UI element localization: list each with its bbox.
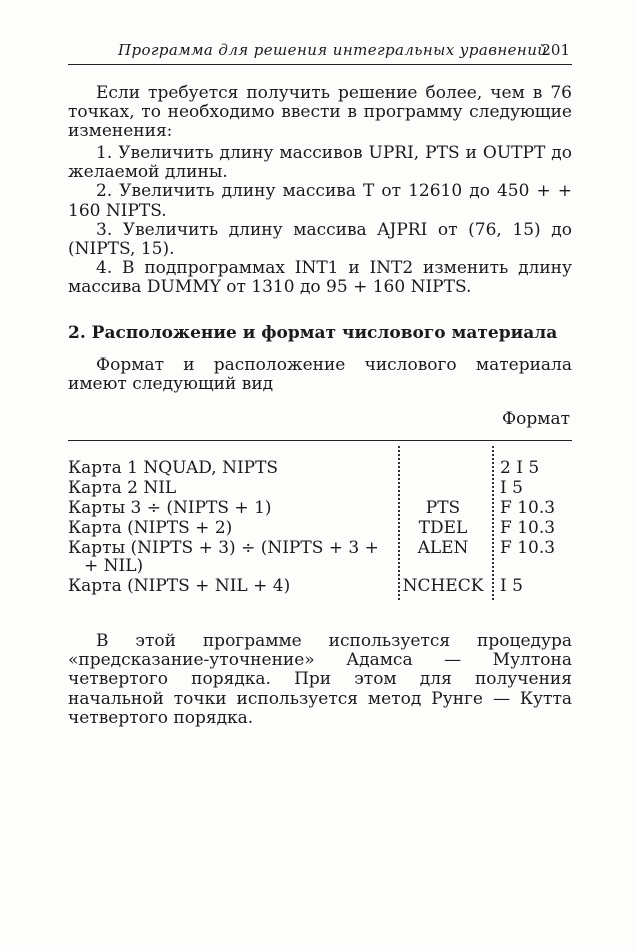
table-row <box>68 556 572 576</box>
row-format: F 10.3 <box>500 498 556 518</box>
table-row <box>68 538 572 558</box>
table-row <box>68 518 572 538</box>
page-number: 201 <box>541 41 570 59</box>
intro-paragraph: Если требуется получить решение более, чем в 76 точках, то необходимо ввести в программу следующие изменения: <box>68 83 572 142</box>
list-item: 2. Увеличить длину массива T от 12610 до 450 + + 160 NIPTS. <box>68 181 572 221</box>
running-head <box>68 38 572 62</box>
row-value: NCHECK <box>402 576 484 596</box>
row-label: Карта (NIPTS + 2) <box>68 518 233 538</box>
section-heading: 2. Расположение и формат числового материала <box>68 323 558 343</box>
row-format: F 10.3 <box>500 518 556 538</box>
table-row <box>68 458 572 478</box>
row-value: PTS <box>425 498 461 518</box>
row-value: TDEL <box>418 518 468 538</box>
header-rule <box>68 64 572 65</box>
row-label-continuation: + NIL) <box>84 556 144 576</box>
row-format: 2 I 5 <box>500 458 540 478</box>
list-item: 4. В подпрограммах INT1 и INT2 изменить длину массива DUMMY от 1310 до 95 + 160 NIPTS. <box>68 258 572 298</box>
row-label: Карта (NIPTS + NIL + 4) <box>68 576 291 596</box>
table-top-rule <box>68 440 572 441</box>
row-format: I 5 <box>500 478 523 498</box>
row-label: Карта 2 NIL <box>68 478 177 498</box>
changes-list <box>68 144 572 298</box>
table-row <box>68 478 572 498</box>
row-value: ALEN <box>417 538 469 558</box>
table-row <box>68 576 572 596</box>
table-row <box>68 498 572 518</box>
row-label: Карты 3 ÷ (NIPTS + 1) <box>68 498 272 518</box>
running-head-title: Программа для решения интегральных уравнений <box>118 41 548 59</box>
row-format: I 5 <box>500 576 523 596</box>
format-column-header: Формат <box>502 409 570 429</box>
row-label: Карта 1 NQUAD, NIPTS <box>68 458 279 478</box>
list-item: 1. Увеличить длину массивов UPRI, PTS и OUTPT до желаемой длины. <box>68 143 572 183</box>
row-format: F 10.3 <box>500 538 556 558</box>
closing-paragraph: В этой программе используется процедура «предсказание-уточнение» Адамса — Мултона четвертого порядка. При этом для получения начальной точки используется метод Рунге — Кутта четвертого порядка. <box>68 631 572 728</box>
list-item: 3. Увеличить длину массива AJPRI от (76, 15) до (NIPTS, 15). <box>68 219 572 260</box>
row-label: Карты (NIPTS + 3) ÷ (NIPTS + 3 + <box>68 538 379 558</box>
section-lead: Формат и расположение числового материала имеют следующий вид <box>68 355 572 395</box>
